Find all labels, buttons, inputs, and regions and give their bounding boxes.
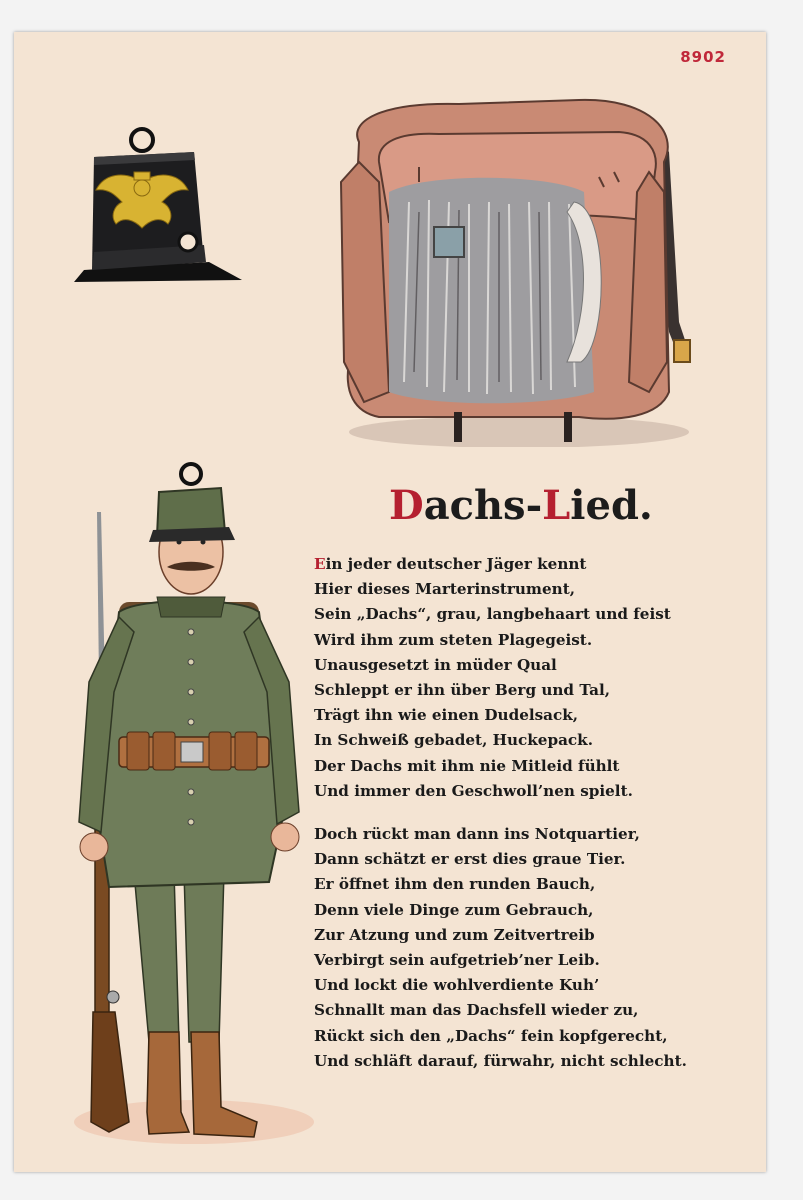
poem-line: Hier dieses Marterinstrument, (314, 580, 576, 599)
title-part1: achs- (423, 482, 543, 529)
poem-line: Schnallt man das Dachsfell wieder zu, (314, 1001, 639, 1020)
title-part2: ied. (570, 482, 653, 529)
poem-line: Schleppt er ihn über Berg und Tal, (314, 681, 611, 700)
poem-line: Und immer den Geschwoll’nen spielt. (314, 781, 633, 800)
poem-line: Sein „Dachs“, grau, langbehaart und feist (314, 605, 671, 624)
poem-line: In Schweiß gebadet, Huckepack. (314, 731, 593, 750)
poem-line: Und schläft darauf, fürwahr, nicht schlecht. (314, 1051, 687, 1070)
poem-line: Trägt ihn wie einen Dudelsack, (314, 706, 579, 725)
poem-line: Doch rückt man dann ins Notquartier, (314, 825, 640, 844)
backpack-illustration (319, 62, 719, 447)
poem-line: Unausgesetzt in müder Qual (314, 655, 557, 674)
title-initial-l: L (542, 482, 571, 529)
poem-line: Zur Atzung und zum Zeitvertreib (314, 925, 595, 944)
poem-initial: E (314, 555, 326, 573)
poem-line: Denn viele Dinge zum Gebrauch, (314, 900, 594, 919)
poem-stanza-2 (314, 822, 759, 1074)
poem-line-text: in jeder deutscher Jäger kennt (325, 555, 587, 573)
title-initial-d: D (389, 482, 424, 529)
poem-line: Er öffnet ihm den runden Bauch, (314, 875, 596, 894)
soldier-illustration (49, 432, 319, 1152)
postcard (14, 32, 766, 1172)
poem-stanza-1 (314, 552, 759, 804)
shako-helmet-illustration (64, 112, 244, 292)
poem-line: Dann schätzt er erst dies graue Tier. (314, 850, 626, 869)
poem-title (389, 482, 653, 529)
poem-line (314, 552, 759, 577)
poem-line: Der Dachs mit ihm nie Mitleid fühlt (314, 756, 620, 775)
poem (314, 552, 759, 1074)
poem-line: Wird ihm zum steten Plagegeist. (314, 630, 593, 649)
card-number: 8902 (680, 48, 726, 66)
poem-line: Rückt sich den „Dachs“ fein kopfgerecht, (314, 1026, 668, 1045)
poem-line: Und lockt die wohlverdiente Kuh’ (314, 976, 600, 995)
poem-line: Verbirgt sein aufgetrieb’ner Leib. (314, 951, 600, 970)
